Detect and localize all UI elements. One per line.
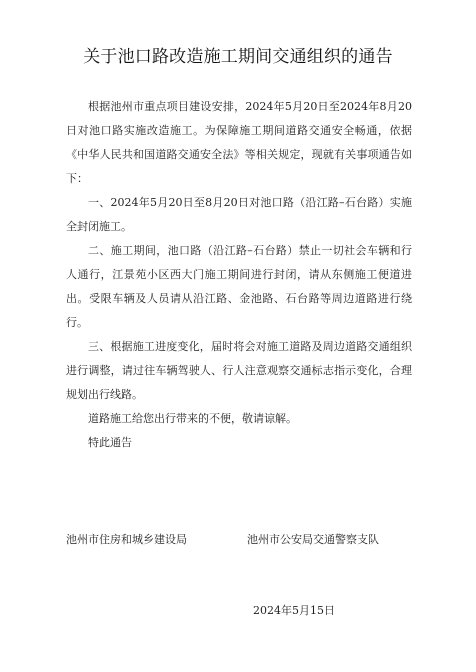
intro-paragraph: 根据池州市重点项目建设安排，2024年5月20日至2024年8月20日对池口路实施改造施工。为保障施工期间道路交通安全畅通，依据《中华人民共和国道路交通安全法》等相关规定，现就有关事项通告如下： — [66, 100, 412, 185]
notice-closing: 特此通告 — [88, 436, 132, 449]
item-two-paragraph: 二、施工期间，池口路（沿江路–石台路）禁止一切社会车辆和行人通行，江景苑小区西大门施工期间进行封闭，请从东侧施工便道进出。受限车辆及人员请从沿江路、金池路、石台路等周边道路进行绕行。 — [66, 244, 412, 329]
signatory-housing-bureau: 池州市住房和城乡建设局 — [66, 533, 187, 546]
item-one-paragraph: 一、2024年5月20日至8月20日对池口路（沿江路–石台路）实施全封闭施工。 — [66, 196, 412, 233]
signatory-traffic-police: 池州市公安局交通警察支队 — [247, 533, 379, 546]
item-three-paragraph: 三、根据施工进度变化，届时将会对施工道路及周边道路交通组织进行调整，请过往车辆驾驶人、行人注意观察交通标志指示变化，合理规划出行线路。 — [66, 340, 412, 401]
document-body — [66, 95, 412, 455]
apology-paragraph: 道路施工给您出行带来的不便，敬请谅解。 — [88, 412, 297, 425]
document-title: 关于池口路改造施工期间交通组织的通告 — [83, 47, 393, 67]
issue-date: 2024年5月15日 — [253, 604, 335, 617]
